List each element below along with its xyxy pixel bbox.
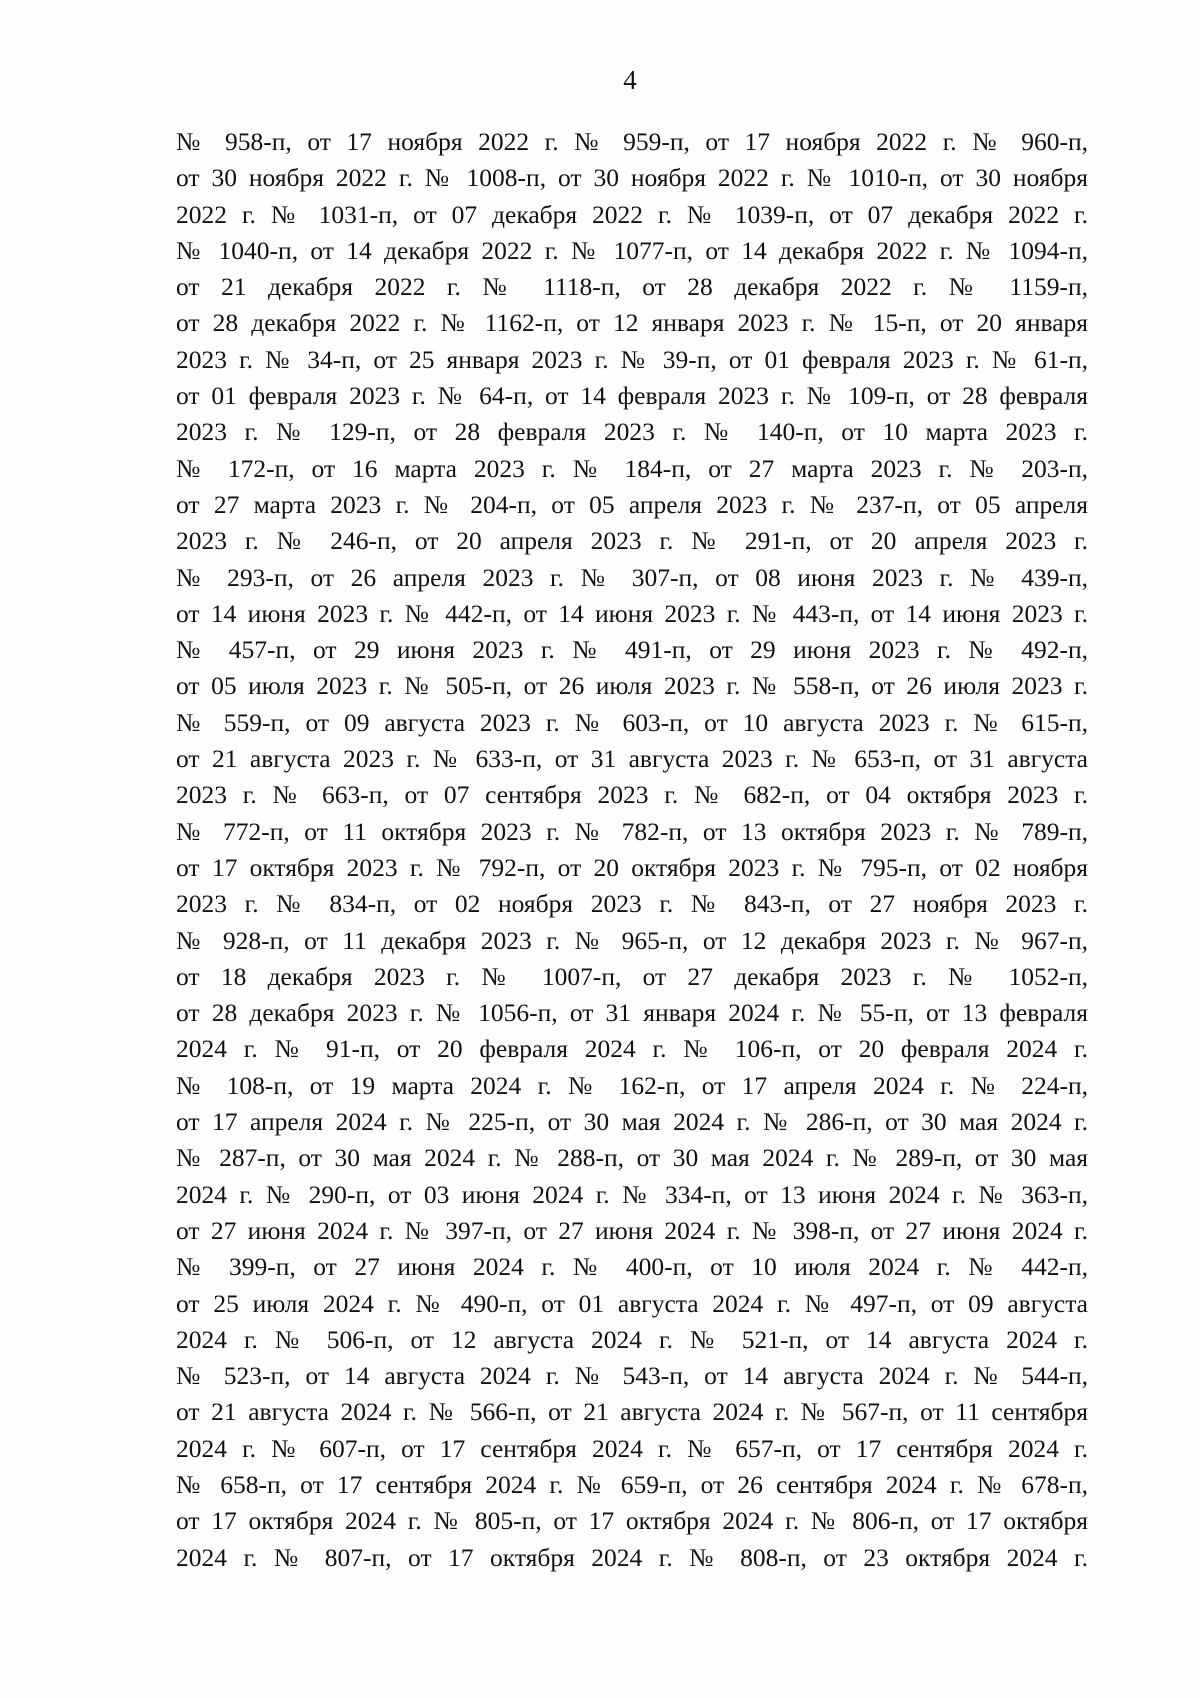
text-line: от 25 июля 2024 г. № 490-п, от 01 августа 2024 г. № 497-п, от 09 августа bbox=[176, 1288, 1088, 1318]
text-line: № 287-п, от 30 мая 2024 г. № 288-п, от 30 мая 2024 г. № 289-п, от 30 мая bbox=[176, 1143, 1088, 1173]
text-line: от 28 декабря 2023 г. № 1056-п, от 31 января 2024 г. № 55-п, от 13 февраля bbox=[176, 998, 1088, 1028]
text-line: 2024 г. № 506-п, от 12 августа 2024 г. № 521-п, от 14 августа 2024 г. bbox=[176, 1324, 1088, 1354]
text-line: № 958-п, от 17 ноября 2022 г. № 959-п, от 17 ноября 2022 г. № 960-п, bbox=[176, 127, 1088, 156]
text-line: № 772-п, от 11 октября 2023 г. № 782-п, от 13 октября 2023 г. № 789-п, bbox=[176, 816, 1088, 846]
text-line: от 28 декабря 2022 г. № 1162-п, от 12 января 2023 г. № 15-п, от 20 января bbox=[176, 308, 1088, 338]
text-line: № 172-п, от 16 марта 2023 г. № 184-п, от 27 марта 2023 г. № 203-п, bbox=[176, 453, 1088, 483]
text-line: от 21 августа 2024 г. № 566-п, от 21 августа 2024 г. № 567-п, от 11 сентября bbox=[176, 1397, 1088, 1427]
text-line: от 14 июня 2023 г. № 442-п, от 14 июня 2023 г. № 443-п, от 14 июня 2023 г. bbox=[176, 598, 1088, 628]
text-line: от 21 августа 2023 г. № 633-п, от 31 августа 2023 г. № 653-п, от 31 августа bbox=[176, 744, 1088, 774]
text-line: от 17 октября 2024 г. № 805-п, от 17 октября 2024 г. № 806-п, от 17 октября bbox=[176, 1506, 1088, 1536]
text-line: 2024 г. № 91-п, от 20 февраля 2024 г. № 106-п, от 20 февраля 2024 г. bbox=[176, 1034, 1088, 1064]
text-line: от 17 апреля 2024 г. № 225-п, от 30 мая 2024 г. № 286-п, от 30 мая 2024 г. bbox=[176, 1107, 1088, 1137]
page-number: 4 bbox=[623, 65, 637, 95]
text-line: от 27 марта 2023 г. № 204-п, от 05 апреля 2023 г. № 237-п, от 05 апреля bbox=[176, 489, 1088, 519]
body-text bbox=[176, 124, 1088, 1576]
text-line: № 1040-п, от 14 декабря 2022 г. № 1077-п, от 14 декабря 2022 г. № 1094-п, bbox=[176, 235, 1088, 265]
text-line: от 17 октября 2023 г. № 792-п, от 20 октября 2023 г. № 795-п, от 02 ноября bbox=[176, 852, 1088, 882]
text-line: 2023 г. № 663-п, от 07 сентября 2023 г. № 682-п, от 04 октября 2023 г. bbox=[176, 780, 1088, 810]
text-line: 2023 г. № 834-п, от 02 ноября 2023 г. № 843-п, от 27 ноября 2023 г. bbox=[176, 889, 1088, 919]
text-line: от 21 декабря 2022 г. № 1118-п, от 28 декабря 2022 г. № 1159-п, bbox=[176, 272, 1088, 302]
text-line: № 399-п, от 27 июня 2024 г. № 400-п, от 10 июля 2024 г. № 442-п, bbox=[176, 1252, 1088, 1282]
text-line: № 658-п, от 17 сентября 2024 г. № 659-п, от 26 сентября 2024 г. № 678-п, bbox=[176, 1469, 1088, 1499]
text-line: от 30 ноября 2022 г. № 1008-п, от 30 ноября 2022 г. № 1010-п, от 30 ноября bbox=[176, 163, 1088, 193]
text-line: № 457-п, от 29 июня 2023 г. № 491-п, от 29 июня 2023 г. № 492-п, bbox=[176, 635, 1088, 665]
text-line: № 108-п, от 19 марта 2024 г. № 162-п, от 17 апреля 2024 г. № 224-п, bbox=[176, 1070, 1088, 1100]
text-line: № 293-п, от 26 апреля 2023 г. № 307-п, от 08 июня 2023 г. № 439-п, bbox=[176, 562, 1088, 592]
text-line: 2023 г. № 34-п, от 25 января 2023 г. № 39-п, от 01 февраля 2023 г. № 61-п, bbox=[176, 344, 1088, 374]
text-line: от 27 июня 2024 г. № 397-п, от 27 июня 2024 г. № 398-п, от 27 июня 2024 г. bbox=[176, 1215, 1088, 1245]
text-line: № 523-п, от 14 августа 2024 г. № 543-п, от 14 августа 2024 г. № 544-п, bbox=[176, 1361, 1088, 1391]
text-line: № 559-п, от 09 августа 2023 г. № 603-п, от 10 августа 2023 г. № 615-п, bbox=[176, 707, 1088, 737]
text-line: 2024 г. № 807-п, от 17 октября 2024 г. № 808-п, от 23 октября 2024 г. bbox=[176, 1542, 1088, 1572]
text-line: 2024 г. № 290-п, от 03 июня 2024 г. № 334-п, от 13 июня 2024 г. № 363-п, bbox=[176, 1179, 1088, 1209]
text-line: от 05 июля 2023 г. № 505-п, от 26 июля 2023 г. № 558-п, от 26 июля 2023 г. bbox=[176, 671, 1088, 701]
text-line: № 928-п, от 11 декабря 2023 г. № 965-п, от 12 декабря 2023 г. № 967-п, bbox=[176, 925, 1088, 955]
text-line: 2024 г. № 607-п, от 17 сентября 2024 г. № 657-п, от 17 сентября 2024 г. bbox=[176, 1433, 1088, 1463]
text-line: 2023 г. № 129-п, от 28 февраля 2023 г. № 140-п, от 10 марта 2023 г. bbox=[176, 417, 1088, 447]
text-line: от 18 декабря 2023 г. № 1007-п, от 27 декабря 2023 г. № 1052-п, bbox=[176, 961, 1088, 991]
text-line: от 01 февраля 2023 г. № 64-п, от 14 февраля 2023 г. № 109-п, от 28 февраля bbox=[176, 381, 1088, 411]
text-line: 2023 г. № 246-п, от 20 апреля 2023 г. № 291-п, от 20 апреля 2023 г. bbox=[176, 526, 1088, 556]
text-line: 2022 г. № 1031-п, от 07 декабря 2022 г. № 1039-п, от 07 декабря 2022 г. bbox=[176, 199, 1088, 229]
